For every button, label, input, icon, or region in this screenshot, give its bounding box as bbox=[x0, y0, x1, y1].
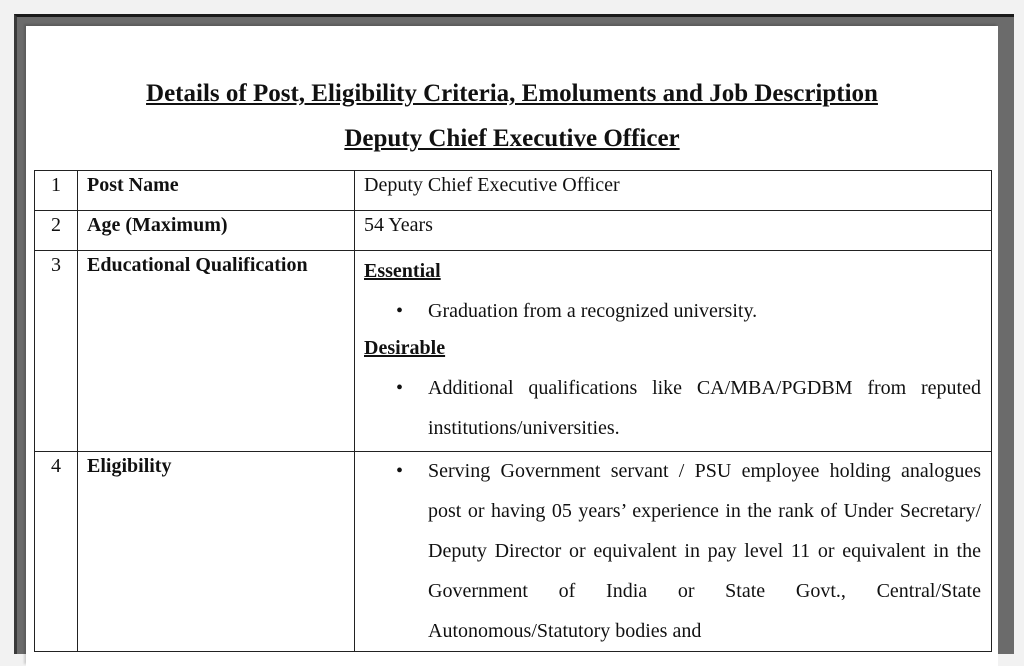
row-value bbox=[355, 251, 992, 452]
table-row-age bbox=[35, 211, 992, 251]
list-item bbox=[364, 368, 981, 448]
row-number: 3 bbox=[35, 251, 78, 452]
list-item bbox=[364, 451, 981, 651]
row-label: Age (Maximum) bbox=[78, 211, 355, 251]
eligibility-item-text: Serving Government servant / PSU employee holding analogues post or having 05 years’ experience in the rank of Under Secretary/ Deputy Director or equivalent in pay level 11 or equivalent in the Government of India or State Govt., Central/State Autonomous/Statutory bodies and bbox=[428, 460, 981, 642]
details-table bbox=[34, 170, 992, 652]
document-page bbox=[26, 26, 998, 666]
essential-heading: Essential bbox=[364, 260, 441, 282]
page-subtitle: Deputy Chief Executive Officer bbox=[344, 125, 680, 152]
essential-item-text: Graduation from a recognized university. bbox=[428, 300, 758, 322]
row-value: 54 Years bbox=[355, 211, 992, 251]
table-row-post-name bbox=[35, 171, 992, 211]
table-row-eligibility bbox=[35, 452, 992, 652]
bullet-icon: • bbox=[396, 460, 404, 482]
table-row-qualification bbox=[35, 251, 992, 452]
row-number: 1 bbox=[35, 171, 78, 211]
row-value: Deputy Chief Executive Officer bbox=[355, 171, 992, 211]
list-item bbox=[364, 291, 981, 331]
row-number: 4 bbox=[35, 452, 78, 652]
desirable-heading: Desirable bbox=[364, 337, 446, 359]
row-label: Educational Qualification bbox=[78, 251, 355, 452]
row-number: 2 bbox=[35, 211, 78, 251]
row-label: Post Name bbox=[78, 171, 355, 211]
bullet-icon: • bbox=[396, 300, 404, 322]
row-label: Eligibility bbox=[78, 452, 355, 652]
page-title: Details of Post, Eligibility Criteria, Emoluments and Job Description bbox=[146, 80, 878, 107]
desirable-item-text: Additional qualifications like CA/MBA/PGDBM from reputed institutions/universities. bbox=[428, 377, 981, 439]
bullet-icon: • bbox=[396, 377, 404, 399]
row-value bbox=[355, 452, 992, 652]
